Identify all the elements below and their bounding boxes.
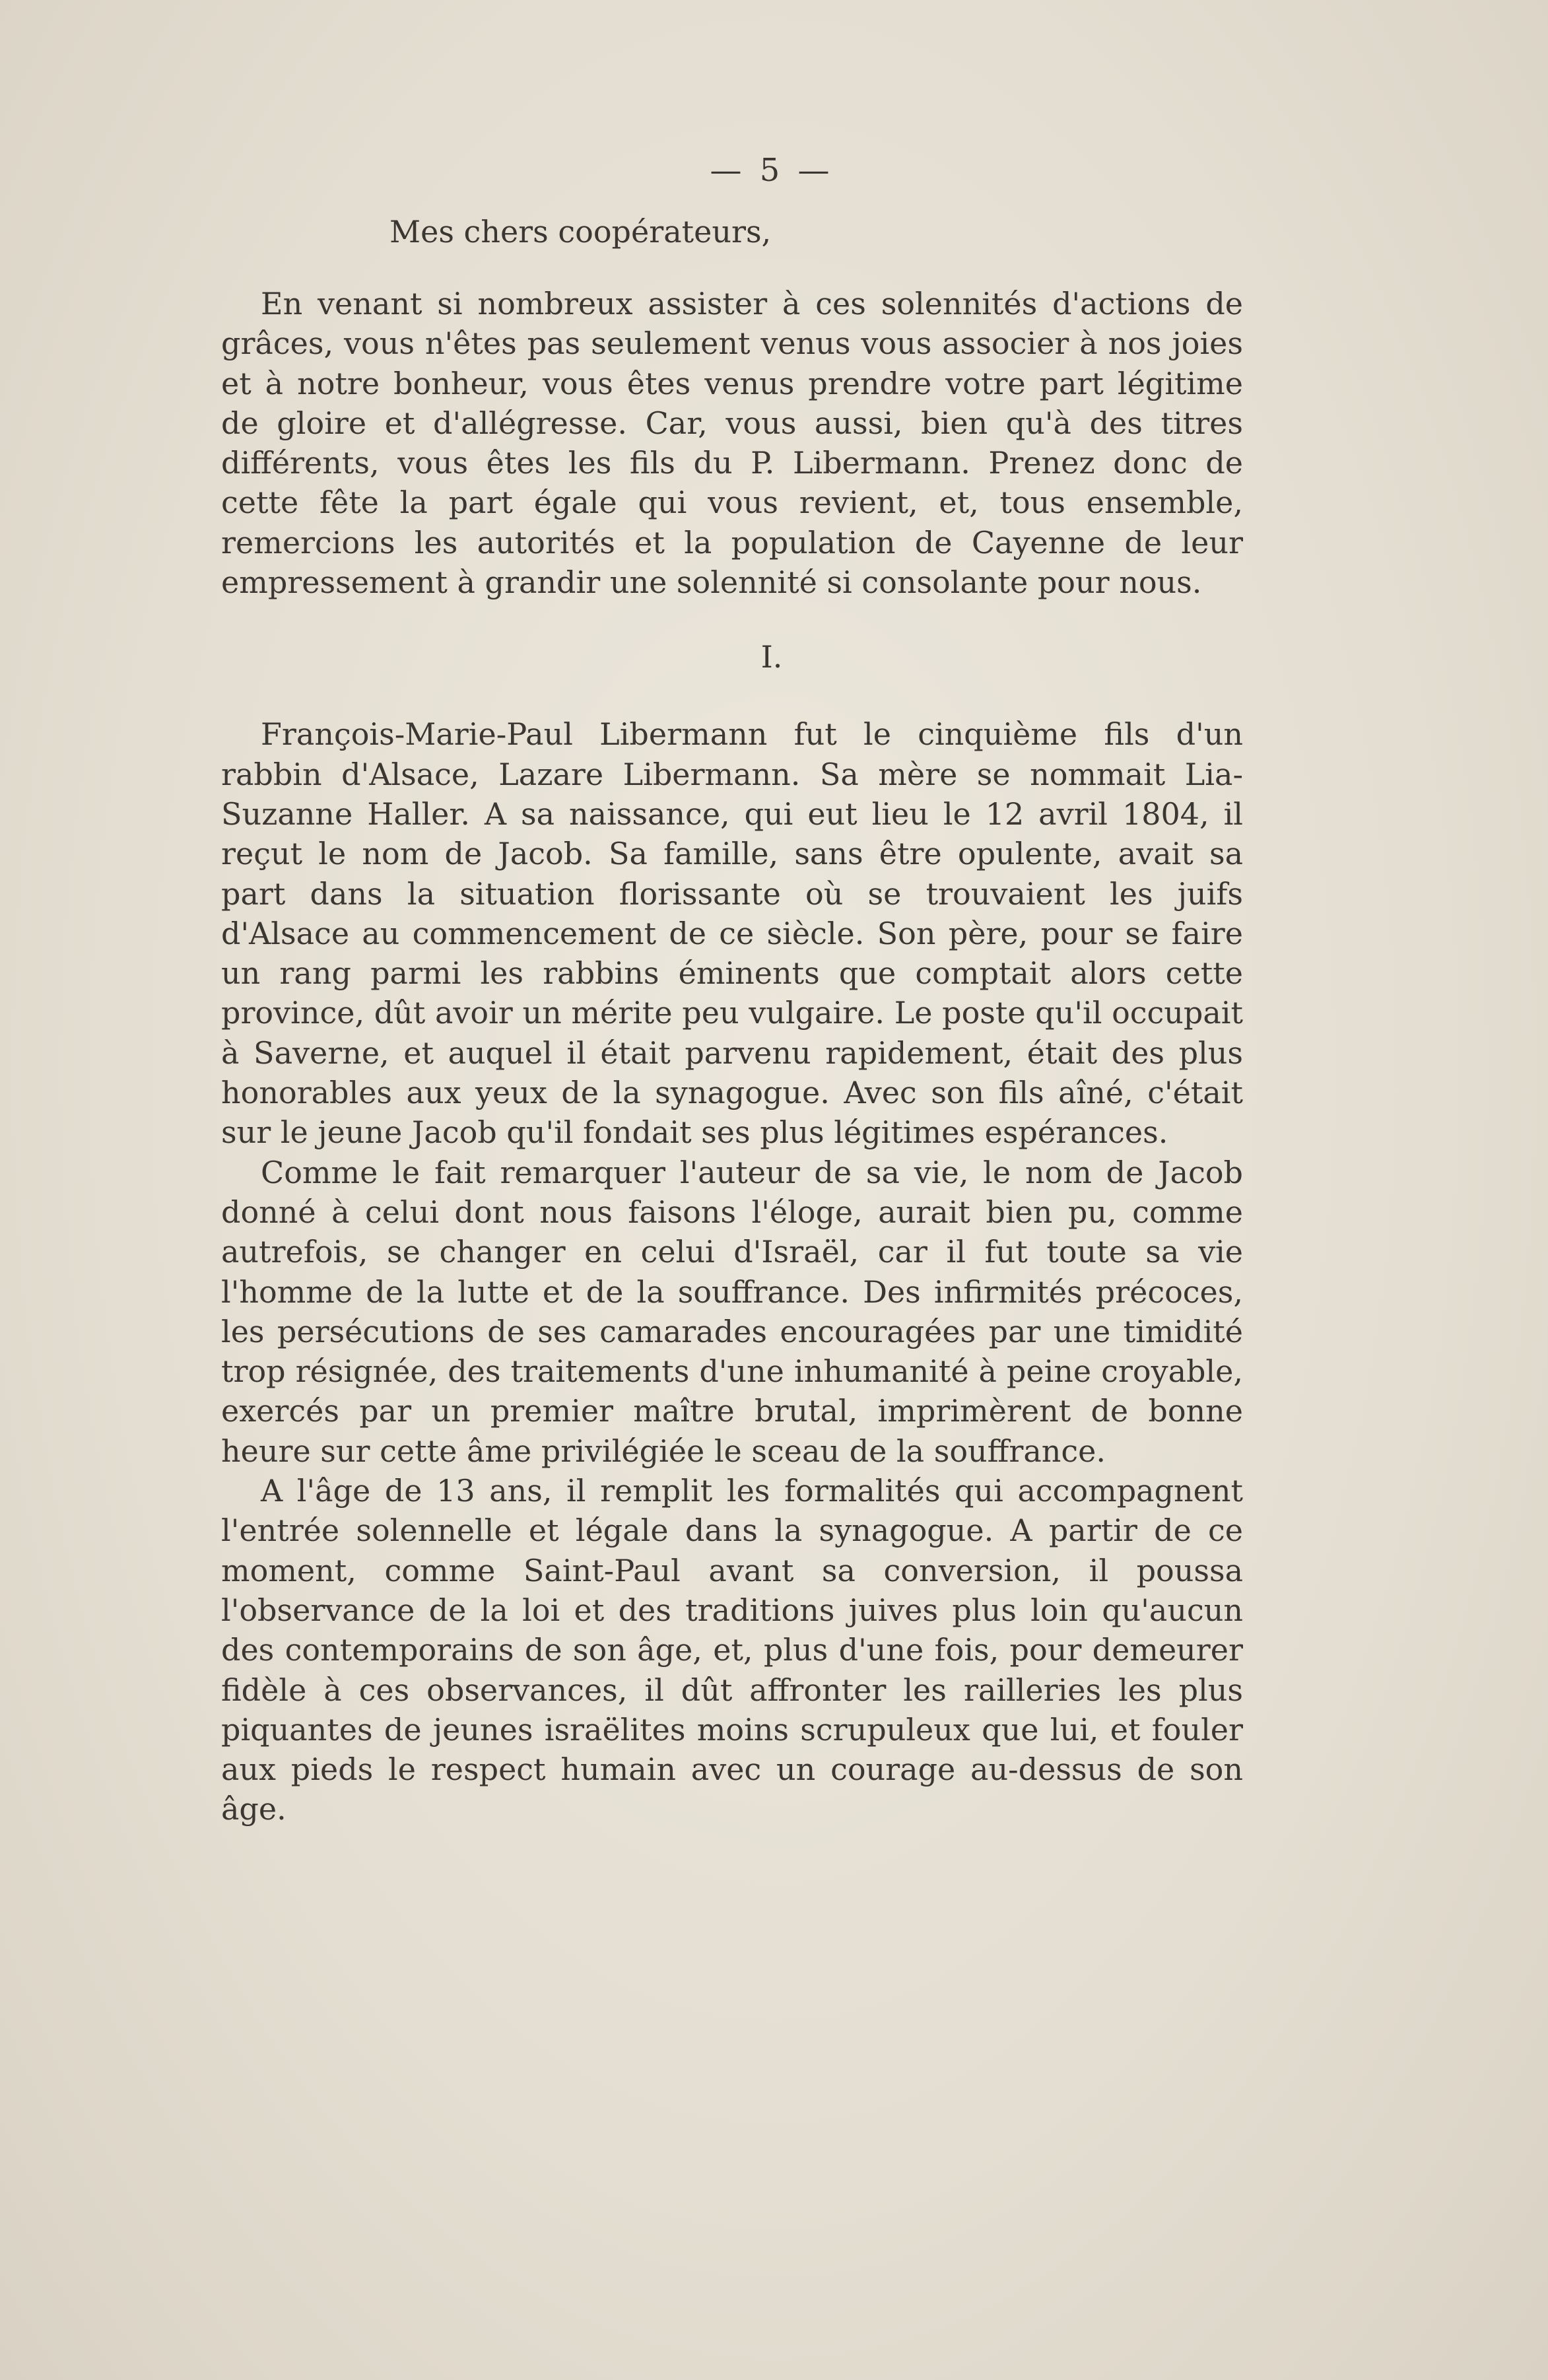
body-paragraph: François-Marie-Paul Libermann fut le cinquième fils d'un rabbin d'Alsace, Lazare Libermann. Sa mère se nommait Lia-Suzanne Haller. A sa naissance, qui eut lieu le 12 avril 1804, il reçut le nom de Jacob. Sa famille, sans être opulente, avait sa part dans la situation florissante où se trouvaient les juifs d'Alsace au commencement de ce siècle. Son père, pour se faire un rang parmi les rabbins éminents que comptait alors cette province, dût avoir un mérite peu vulgaire. Le poste qu'il occupait à Saverne, et auquel il était parvenu rapidement, était des plus honorables aux yeux de la synagogue. Avec son fils aîné, c'était sur le jeune Jacob qu'il fondait ses plus légitimes espérances. — [221, 716, 1243, 1151]
text-block — [221, 152, 1243, 1829]
section-heading: I. — [760, 639, 783, 675]
body-paragraph: Comme le fait remarquer l'auteur de sa vie, le nom de Jacob donné à celui dont nous faisons l'éloge, aurait bien pu, comme autrefois, se changer en celui d'Israël, car il fut toute sa vie l'homme de la lutte et de la souffrance. Des infirmités précoces, les persécutions de ses camarades encouragées par une timidité trop résignée, des traitements d'une inhumanité à peine croyable, exercés par un premier maître brutal, imprimèrent de bonne heure sur cette âme privilégiée le sceau de la souffrance. — [221, 1154, 1243, 1469]
intro-paragraph: En venant si nombreux assister à ces solennités d'actions de grâces, vous n'êtes pas seulement venus vous associer à nos joies et à notre bonheur, vous êtes venus prendre votre part légitime de gloire et d'allégresse. Car, vous aussi, bien qu'à des titres différents, vous êtes les fils du P. Libermann. Prenez donc de cette fête la part égale qui vous revient, et, tous ensemble, remercions les autorités et la population de Cayenne de leur empressement à grandir une solennité si consolante pour nous. — [221, 286, 1243, 601]
salutation: Mes chers coopérateurs, — [389, 214, 772, 250]
page-number: — 5 — — [710, 152, 834, 189]
body-paragraph: A l'âge de 13 ans, il remplit les formalités qui accompagnent l'entrée solennelle et légale dans la synagogue. A partir de ce moment, comme Saint-Paul avant sa conversion, il poussa l'observance de la loi et des traditions juives plus loin qu'aucun des contemporains de son âge, et, plus d'une fois, pour demeurer fidèle à ces observances, il dût affronter les railleries les plus piquantes de jeunes israëlites moins scrupuleux que lui, et fouler aux pieds le respect humain avec un courage au-dessus de son âge. — [221, 1473, 1243, 1827]
